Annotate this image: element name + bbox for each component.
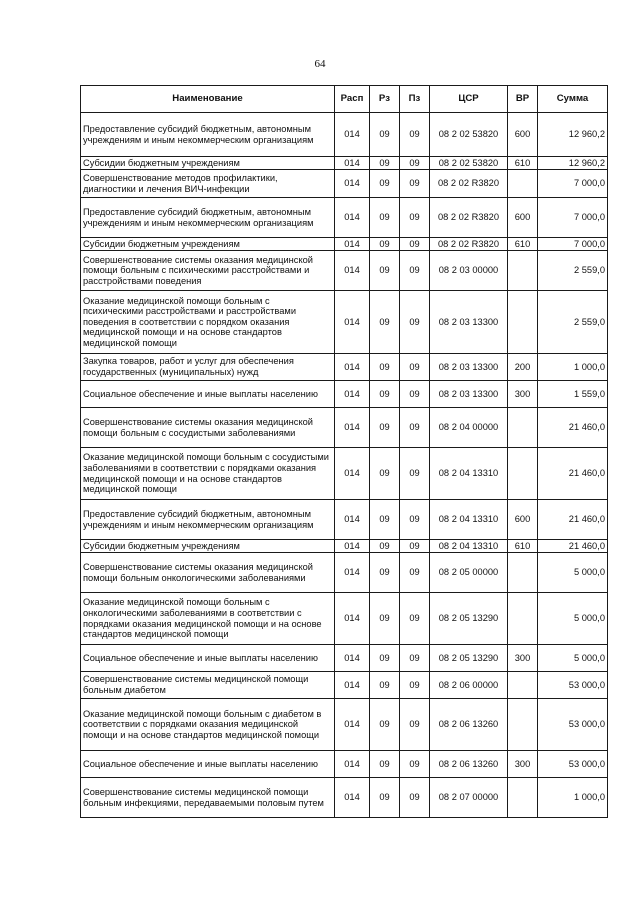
- cell-rz: 09: [370, 699, 400, 751]
- cell-rasp: 014: [335, 198, 370, 238]
- table-row: [81, 157, 608, 170]
- cell-rasp: 014: [335, 672, 370, 699]
- cell-rz: 09: [370, 238, 400, 251]
- cell-rasp: 014: [335, 251, 370, 291]
- cell-sum: 53 000,0: [538, 699, 608, 751]
- cell-sum: 2 559,0: [538, 291, 608, 354]
- header-sum: Сумма: [538, 86, 608, 113]
- header-rz: Рз: [370, 86, 400, 113]
- table-row: [81, 645, 608, 672]
- cell-rasp: 014: [335, 645, 370, 672]
- cell-vr: [508, 251, 538, 291]
- cell-pz: 09: [400, 448, 430, 500]
- cell-rasp: 014: [335, 448, 370, 500]
- cell-rz: 09: [370, 291, 400, 354]
- cell-name: Совершенствование системы медицинской помощи больным диабетом: [81, 672, 335, 699]
- cell-sum: 7 000,0: [538, 170, 608, 198]
- cell-vr: 600: [508, 113, 538, 157]
- cell-csr: 08 2 05 00000: [430, 553, 508, 593]
- cell-name: Оказание медицинской помощи больным с онкологическими заболеваниями в соответствии с порядками оказания медицинской помощи и на основе стандартов медицинской помощи: [81, 593, 335, 645]
- cell-rasp: 014: [335, 354, 370, 381]
- header-name: Наименование: [81, 86, 335, 113]
- table-row: [81, 381, 608, 408]
- cell-csr: 08 2 03 13300: [430, 291, 508, 354]
- cell-csr: 08 2 05 13290: [430, 645, 508, 672]
- cell-vr: 600: [508, 198, 538, 238]
- cell-rz: 09: [370, 251, 400, 291]
- cell-rasp: 014: [335, 593, 370, 645]
- table-row: [81, 672, 608, 699]
- cell-csr: 08 2 02 R3820: [430, 238, 508, 251]
- table-row: [81, 751, 608, 778]
- cell-sum: 7 000,0: [538, 198, 608, 238]
- cell-vr: 300: [508, 381, 538, 408]
- cell-rz: 09: [370, 672, 400, 699]
- cell-sum: 21 460,0: [538, 540, 608, 553]
- cell-name: Совершенствование системы медицинской помощи больным инфекциями, передаваемыми половым путем: [81, 778, 335, 818]
- cell-name: Субсидии бюджетным учреждениям: [81, 540, 335, 553]
- table-row: [81, 553, 608, 593]
- cell-pz: 09: [400, 408, 430, 448]
- cell-rasp: 014: [335, 553, 370, 593]
- cell-rz: 09: [370, 381, 400, 408]
- cell-csr: 08 2 06 00000: [430, 672, 508, 699]
- cell-sum: 53 000,0: [538, 751, 608, 778]
- cell-rasp: 014: [335, 113, 370, 157]
- cell-vr: 610: [508, 238, 538, 251]
- cell-vr: [508, 170, 538, 198]
- cell-sum: 53 000,0: [538, 672, 608, 699]
- cell-rasp: 014: [335, 170, 370, 198]
- cell-rz: 09: [370, 593, 400, 645]
- cell-rz: 09: [370, 170, 400, 198]
- cell-sum: 21 460,0: [538, 408, 608, 448]
- cell-csr: 08 2 04 13310: [430, 540, 508, 553]
- cell-rasp: 014: [335, 751, 370, 778]
- cell-name: Субсидии бюджетным учреждениям: [81, 157, 335, 170]
- cell-rasp: 014: [335, 699, 370, 751]
- cell-pz: 09: [400, 354, 430, 381]
- cell-name: Предоставление субсидий бюджетным, автономным учреждениям и иным некоммерческим организациям: [81, 500, 335, 540]
- cell-rasp: 014: [335, 291, 370, 354]
- cell-pz: 09: [400, 645, 430, 672]
- cell-sum: 1 559,0: [538, 381, 608, 408]
- cell-csr: 08 2 04 13310: [430, 448, 508, 500]
- cell-csr: 08 2 02 R3820: [430, 170, 508, 198]
- cell-csr: 08 2 02 53820: [430, 113, 508, 157]
- cell-vr: 200: [508, 354, 538, 381]
- cell-pz: 09: [400, 553, 430, 593]
- cell-pz: 09: [400, 198, 430, 238]
- cell-name: Социальное обеспечение и иные выплаты населению: [81, 645, 335, 672]
- table-row: [81, 291, 608, 354]
- cell-pz: 09: [400, 593, 430, 645]
- cell-vr: [508, 672, 538, 699]
- cell-name: Предоставление субсидий бюджетным, автономным учреждениям и иным некоммерческим организациям: [81, 198, 335, 238]
- cell-csr: 08 2 02 R3820: [430, 198, 508, 238]
- header-vr: ВР: [508, 86, 538, 113]
- cell-sum: 21 460,0: [538, 500, 608, 540]
- cell-pz: 09: [400, 699, 430, 751]
- table-row: [81, 448, 608, 500]
- table-row: [81, 540, 608, 553]
- header-csr: ЦСР: [430, 86, 508, 113]
- table-row: [81, 500, 608, 540]
- cell-rz: 09: [370, 645, 400, 672]
- cell-sum: 12 960,2: [538, 157, 608, 170]
- cell-name: Социальное обеспечение и иные выплаты населению: [81, 381, 335, 408]
- table-row: [81, 699, 608, 751]
- cell-csr: 08 2 06 13260: [430, 751, 508, 778]
- cell-pz: 09: [400, 238, 430, 251]
- cell-rz: 09: [370, 157, 400, 170]
- table-row: [81, 354, 608, 381]
- cell-pz: 09: [400, 540, 430, 553]
- cell-name: Закупка товаров, работ и услуг для обеспечения государственных (муниципальных) нужд: [81, 354, 335, 381]
- cell-csr: 08 2 07 00000: [430, 778, 508, 818]
- cell-pz: 09: [400, 113, 430, 157]
- table-row: [81, 170, 608, 198]
- cell-rz: 09: [370, 408, 400, 448]
- cell-rz: 09: [370, 113, 400, 157]
- cell-vr: 600: [508, 500, 538, 540]
- cell-vr: [508, 291, 538, 354]
- cell-sum: 5 000,0: [538, 593, 608, 645]
- cell-rasp: 014: [335, 500, 370, 540]
- cell-sum: 1 000,0: [538, 778, 608, 818]
- cell-pz: 09: [400, 500, 430, 540]
- cell-rz: 09: [370, 198, 400, 238]
- table-row: [81, 113, 608, 157]
- cell-pz: 09: [400, 251, 430, 291]
- cell-vr: [508, 553, 538, 593]
- budget-table: [80, 85, 608, 818]
- cell-name: Предоставление субсидий бюджетным, автономным учреждениям и иным некоммерческим организациям: [81, 113, 335, 157]
- table-row: [81, 593, 608, 645]
- cell-pz: 09: [400, 778, 430, 818]
- cell-csr: 08 2 06 13260: [430, 699, 508, 751]
- cell-vr: [508, 593, 538, 645]
- cell-name: Совершенствование системы оказания медицинской помощи больным с психическими расстройствами и расстройствами поведения: [81, 251, 335, 291]
- cell-name: Совершенствование методов профилактики, диагностики и лечения ВИЧ-инфекции: [81, 170, 335, 198]
- cell-rz: 09: [370, 448, 400, 500]
- cell-rasp: 014: [335, 157, 370, 170]
- header-rasp: Расп: [335, 86, 370, 113]
- cell-vr: 610: [508, 157, 538, 170]
- cell-csr: 08 2 03 00000: [430, 251, 508, 291]
- cell-pz: 09: [400, 157, 430, 170]
- cell-csr: 08 2 03 13300: [430, 381, 508, 408]
- cell-rasp: 014: [335, 238, 370, 251]
- cell-sum: 5 000,0: [538, 553, 608, 593]
- cell-csr: 08 2 03 13300: [430, 354, 508, 381]
- cell-pz: 09: [400, 381, 430, 408]
- cell-csr: 08 2 04 00000: [430, 408, 508, 448]
- cell-vr: 610: [508, 540, 538, 553]
- cell-rasp: 014: [335, 381, 370, 408]
- table-row: [81, 778, 608, 818]
- cell-name: Социальное обеспечение и иные выплаты населению: [81, 751, 335, 778]
- cell-name: Оказание медицинской помощи больным с сосудистыми заболеваниями в соответствии с порядками оказания медицинской помощи и на основе стандартов медицинской помощи: [81, 448, 335, 500]
- cell-pz: 09: [400, 170, 430, 198]
- cell-pz: 09: [400, 751, 430, 778]
- cell-vr: [508, 778, 538, 818]
- table-header-row: [81, 86, 608, 113]
- cell-name: Совершенствование системы оказания медицинской помощи больным с сосудистыми заболеваниями: [81, 408, 335, 448]
- cell-rasp: 014: [335, 540, 370, 553]
- cell-vr: [508, 448, 538, 500]
- cell-name: Оказание медицинской помощи больным с психическими расстройствами и расстройствами поведения в соответствии с порядком оказания медицинской помощи и на основе стандартов медицинской помощи: [81, 291, 335, 354]
- cell-sum: 21 460,0: [538, 448, 608, 500]
- cell-sum: 7 000,0: [538, 238, 608, 251]
- cell-csr: 08 2 05 13290: [430, 593, 508, 645]
- cell-vr: [508, 699, 538, 751]
- header-pz: Пз: [400, 86, 430, 113]
- cell-pz: 09: [400, 291, 430, 354]
- page-number: 64: [314, 58, 326, 70]
- cell-rasp: 014: [335, 408, 370, 448]
- cell-rz: 09: [370, 751, 400, 778]
- cell-csr: 08 2 02 53820: [430, 157, 508, 170]
- cell-vr: 300: [508, 751, 538, 778]
- cell-csr: 08 2 04 13310: [430, 500, 508, 540]
- table-row: [81, 238, 608, 251]
- cell-rz: 09: [370, 778, 400, 818]
- table-row: [81, 251, 608, 291]
- table-row: [81, 198, 608, 238]
- cell-vr: [508, 408, 538, 448]
- cell-sum: 1 000,0: [538, 354, 608, 381]
- cell-vr: 300: [508, 645, 538, 672]
- cell-name: Совершенствование системы оказания медицинской помощи больным онкологическими заболеваниями: [81, 553, 335, 593]
- cell-sum: 5 000,0: [538, 645, 608, 672]
- cell-name: Субсидии бюджетным учреждениям: [81, 238, 335, 251]
- cell-rz: 09: [370, 354, 400, 381]
- cell-name: Оказание медицинской помощи больным с диабетом в соответствии с порядками оказания медицинской помощи и на основе стандартов медицинской помощи: [81, 699, 335, 751]
- cell-pz: 09: [400, 672, 430, 699]
- cell-rasp: 014: [335, 778, 370, 818]
- cell-rz: 09: [370, 500, 400, 540]
- cell-sum: 2 559,0: [538, 251, 608, 291]
- cell-rz: 09: [370, 540, 400, 553]
- cell-sum: 12 960,2: [538, 113, 608, 157]
- cell-rz: 09: [370, 553, 400, 593]
- table-row: [81, 408, 608, 448]
